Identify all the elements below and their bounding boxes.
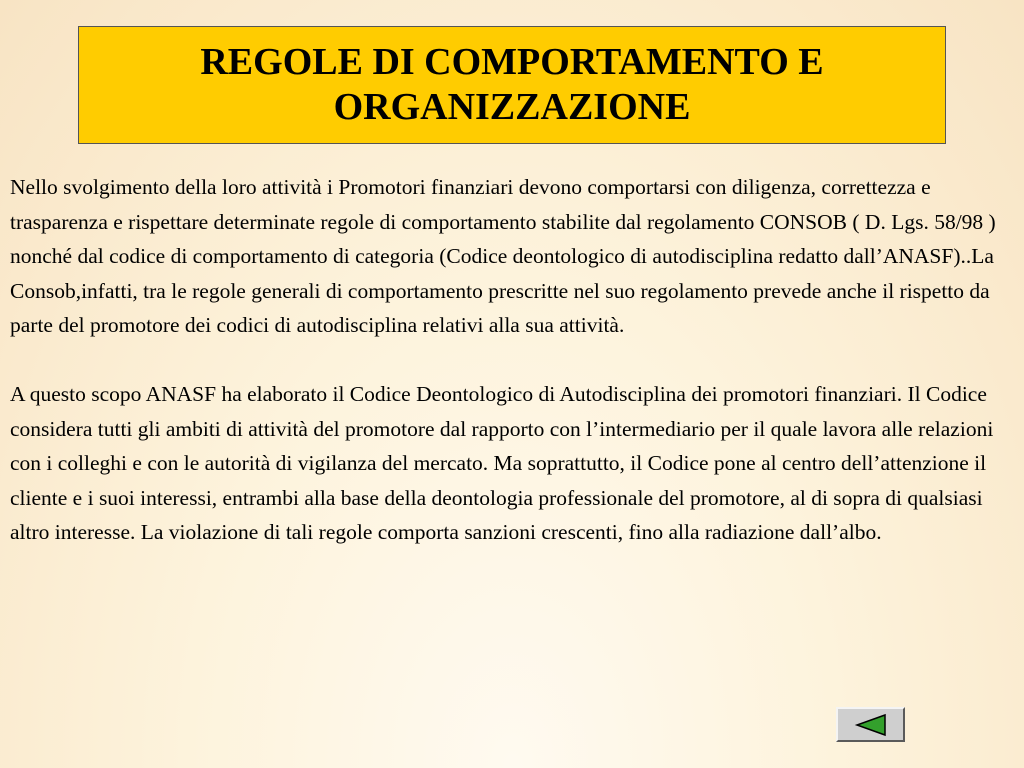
slide-title: REGOLE DI COMPORTAMENTO E ORGANIZZAZIONE	[200, 41, 824, 128]
triangle-left-icon	[854, 713, 888, 737]
paragraph-2: A questo scopo ANASF ha elaborato il Codice Deontologico di Autodisciplina dei promotori finanziari. Il Codice considera tutti gli ambiti di attività del promotore dal rapporto con l’intermediario per il quale lavora alle relazioni con i colleghi e con le autorità di vigilanza del mercato. Ma soprattutto, il Codice pone al centro dell’attenzione il cliente e i suoi interessi, entrambi alla base della deontologia professionale del promotore, al di sopra di qualsiasi altro interesse. La violazione di tali regole comporta sanzioni crescenti, fino alla radiazione dall’albo.	[10, 382, 994, 544]
title-box	[78, 26, 946, 144]
previous-slide-button[interactable]	[836, 707, 905, 742]
paragraph-1: Nello svolgimento della loro attività i Promotori finanziari devono comportarsi con diligenza, correttezza e trasparenza e rispettare determinate regole di comportamento stabilite dal regolamento CONSOB ( D. Lgs. 58/98 ) nonché dal codice di comportamento di categoria (Codice deontologico di autodisciplina redatto dall’ANASF)..La Consob,infatti, tra le regole generali di comportamento prescritte nel suo regolamento prevede anche il rispetto da parte del promotore dei codici di autodisciplina relativi alla sua attività.	[10, 175, 996, 337]
slide-body	[10, 170, 1016, 550]
